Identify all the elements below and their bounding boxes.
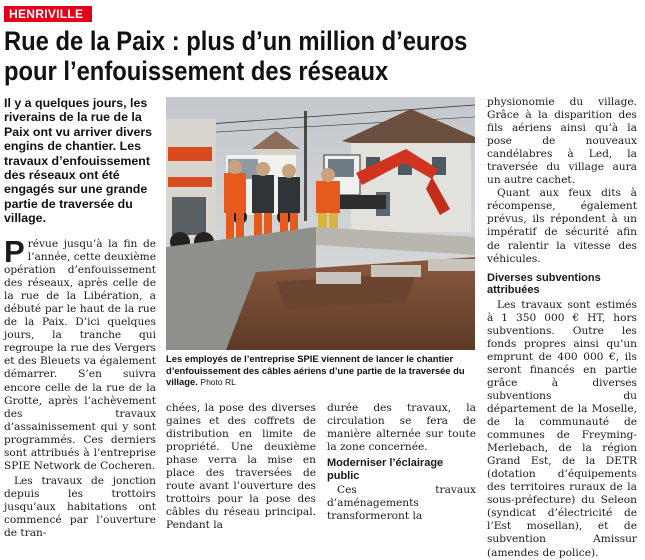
- paragraph-physionomie: physionomie du village. Grâce à la disparition des fils aériens ainsi qu’à la pose de nouveaux candélabres à Led, la traversée du village aura un autre cachet.: [487, 96, 637, 187]
- article-photo: [166, 97, 475, 350]
- paragraph-amenagements: Ces travaux d’aménagements transformeront la: [327, 484, 476, 523]
- paragraph-feux: Quant aux feux dits à récompense, également prévus, ils répondent à un impératif de sécurité afin de ralentir la vitesse des véhicules.: [487, 187, 637, 265]
- intro-text: révue jusqu’à la fin de l’année, cette deuxième opération d’enfouissement des réseaux, après celle de la rue de la Libération, a débuté par le haut de la rue de la Paix. D’ici quelques jours, la tranche qui regroupe la rue des Vergers et des Bleuets va également démarrer. S’en suivra encore celle de la rue de la Grotte, après l’achèvement des travaux d’assainissement qui y sont programmés. Ces derniers sont attribués à l’entreprise SPIE Network de Cocheren.: [4, 238, 156, 472]
- column-4: [487, 96, 637, 560]
- paragraph-subventions: Les travaux sont estimés à 1 350 000 € HT, hors subventions. Outre les fonds propres ainsi qu’un emprunt de 400 000 €, ils seront financés en partie grâce à diverses subventions du département de la Moselle, de la communauté de communes de Freyming-Merlebach, de la région Grand Est, de la DETR (dotation d’équipements des territoires ruraux de la sous-préfecture) du Seleon (syndicat d’électricité de l’Est mosellan), et de subvention Amissur (amendes de police).: [487, 298, 637, 559]
- paragraph-jonction: Les travaux de jonction depuis les trottoirs jusqu’aux habitations ont commencé par l’ouverture de tran-: [4, 474, 156, 540]
- drop-cap: P: [4, 234, 25, 269]
- subhead-subventions: Diverses subventions attribuées: [487, 271, 601, 297]
- headline: [4, 26, 564, 86]
- paragraph-chees: chées, la pose des diverses gaines et des coffrets de distribution en limite de propriété. Une deuxième phase verra la mise en place des traversées de route avant l’ouverture des trottoirs pour la pose des câbles du réseau principal. Pendant la: [166, 402, 316, 532]
- photo-credit: Photo RL: [200, 377, 236, 388]
- photo-caption: [166, 353, 475, 389]
- column-2: [166, 402, 316, 532]
- lead-paragraph: Il y a quelques jours, les riverains de la rue de la Paix ont vu arriver divers engins de chantier. Les travaux d’enfouissement des réseaux ont été engagés sur une grande partie de traversée du village.: [4, 96, 153, 226]
- subhead-eclairage: Moderniser l’éclairage public: [327, 457, 444, 482]
- paragraph-duree: durée des travaux, la circulation se fera de manière alternée sur toute la zone concernée.: [327, 402, 476, 454]
- headline-line-1: Rue de la Paix : plus d’un million d’euros: [4, 26, 468, 56]
- intro-paragraph: [4, 234, 156, 473]
- construction-site-illustration: [166, 97, 475, 350]
- column-1: [4, 234, 156, 540]
- caption-text: Les employés de l’entreprise SPIE viennent de lancer le chantier d’enfouissement des câbles aériens d’une partie de la traversée du village.: [166, 353, 465, 388]
- column-3: [327, 402, 476, 523]
- headline-line-2: pour l’enfouissement des réseaux: [4, 56, 389, 86]
- section-tag: HENRIVILLE: [4, 6, 92, 22]
